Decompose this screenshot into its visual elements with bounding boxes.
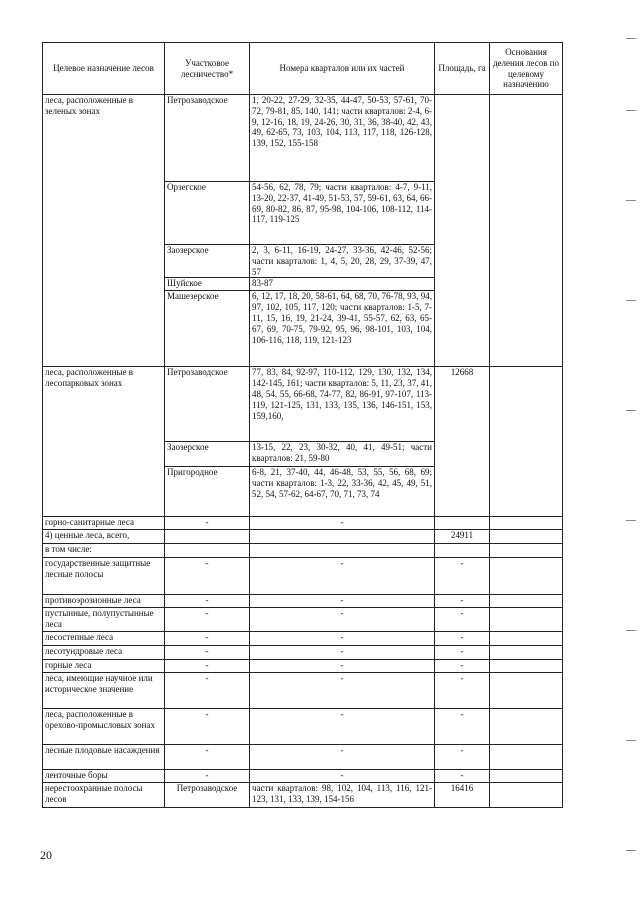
forestry-cell (165, 530, 250, 544)
quarters-cell: - (250, 517, 435, 530)
area-cell: - (435, 660, 490, 673)
row-label: горные леса (43, 660, 165, 673)
quarters-cell: - (250, 745, 435, 770)
quarters-cell: - (250, 709, 435, 745)
grounds-cell (490, 530, 563, 544)
forestry-cell: Петрозаводское (165, 367, 250, 442)
area-cell: - (435, 558, 490, 595)
quarters-cell: - (250, 646, 435, 660)
grounds-cell (490, 709, 563, 745)
forestry-cell: Машезерское (165, 291, 250, 367)
quarters-cell: 54-56, 62, 78, 79; части кварталов: 4-7, 9-11, 13-20, 22-37, 41-49, 51-53, 57, 59-61, 63, 64, 66-69, 80-82, 86, 87, 95-98, 104-106, 108-112, 114-117, 119-125 (250, 182, 435, 245)
forestry-cell: Петрозаводское (165, 95, 250, 182)
forest-park-label: леса, расположенные в лесопарковых зонах (43, 367, 165, 517)
table-row (43, 709, 563, 745)
forestry-cell: - (165, 632, 250, 646)
table-row (43, 646, 563, 660)
table-row (43, 783, 563, 808)
scan-edge-mark (626, 38, 636, 39)
row-label: леса, расположенные в орехово-промысловых зонах (43, 709, 165, 745)
table-row (43, 660, 563, 673)
forestry-cell: Шуйское (165, 278, 250, 291)
table-row (43, 608, 563, 632)
area-cell: - (435, 770, 490, 783)
grounds-cell (490, 770, 563, 783)
row-label: 4) ценные леса, всего, (43, 530, 165, 544)
table-row (43, 770, 563, 783)
quarters-cell: - (250, 632, 435, 646)
quarters-cell: - (250, 673, 435, 709)
scan-edge-mark (626, 300, 636, 301)
grounds-cell (490, 660, 563, 673)
valuable-area: 24911 (435, 530, 490, 544)
header-grounds: Основания деления лесов по целевому назначению (490, 43, 563, 95)
scan-edge-mark (626, 200, 636, 201)
quarters-cell: - (250, 608, 435, 632)
forestry-cell: - (165, 673, 250, 709)
quarters-cell: части кварталов: 98, 102, 104, 113, 116, 121-123, 131, 133, 139, 154-156 (250, 783, 435, 808)
area-cell: - (435, 673, 490, 709)
table-row (43, 558, 563, 595)
green-zone-label: леса, расположенные в зеленых зонах (43, 95, 165, 367)
scan-edge-mark (626, 850, 636, 851)
green-zone-grounds (490, 95, 563, 367)
grounds-cell (490, 608, 563, 632)
row-label: в том числе: (43, 544, 165, 558)
row-label: противоэрозионные леса (43, 595, 165, 608)
grounds-cell (490, 745, 563, 770)
quarters-cell: - (250, 595, 435, 608)
quarters-cell: 6, 12, 17, 18, 20, 58-61, 64, 68, 70, 76-78, 93, 94, 97, 102, 105, 117, 120; части кварталов: 1-5, 7-11, 15, 16, 19, 21-24, 39-41, 55-57, 62, 63, 65-67, 69, 70-75, 79-92, 95, 96, 98-101, 103, 104, 106-116, 118, 119, 121-123 (250, 291, 435, 367)
area-cell: - (435, 709, 490, 745)
table-row (43, 544, 563, 558)
table-row (43, 95, 563, 182)
area-cell: 16416 (435, 783, 490, 808)
quarters-cell: 2, 3, 6-11, 16-19, 24-27, 33-36, 42-46, 52-56; части кварталов: 1, 4, 5, 20, 28, 29, 37-39, 47, 57 (250, 245, 435, 278)
area-cell: - (435, 745, 490, 770)
quarters-cell: 6-8, 21, 37-40, 44, 46-48, 53, 55, 56, 68, 69; части кварталов: 1-3, 22, 33-36, 42, 45, 49, 51, 52, 54, 57-62, 64-67, 70, 71, 73, 74 (250, 467, 435, 517)
forestry-cell: - (165, 770, 250, 783)
table-row (43, 367, 563, 442)
scan-edge-mark (626, 410, 636, 411)
forestry-cell (165, 544, 250, 558)
forestry-cell: - (165, 595, 250, 608)
quarters-cell (250, 530, 435, 544)
forestry-cell: Заозерское (165, 245, 250, 278)
quarters-cell: 77, 83, 84, 92-97, 110-112, 129, 130, 132, 134, 142-145, 161; части кварталов: 5, 11, 23, 37, 41, 48, 54, 55, 66-68, 74-77, 82, 86-91, 97-107, 113-119, 121-125, 131, 133, 135, 136, 146-151, 153, 159,160, (250, 367, 435, 442)
area-cell (435, 517, 490, 530)
quarters-cell: - (250, 558, 435, 595)
quarters-cell: - (250, 770, 435, 783)
quarters-cell: 13-15, 22, 23, 30-32, 40, 41, 49-51; части кварталов: 21, 59-80 (250, 442, 435, 467)
forest-park-area: 12668 (435, 367, 490, 517)
row-label: государственные защитные лесные полосы (43, 558, 165, 595)
forestry-cell: Орзегское (165, 182, 250, 245)
grounds-cell (490, 783, 563, 808)
area-cell: - (435, 595, 490, 608)
scan-edge-mark (626, 110, 636, 111)
forestry-cell: - (165, 517, 250, 530)
grounds-cell (490, 632, 563, 646)
forestry-cell: Петрозаводское (165, 783, 250, 808)
grounds-cell (490, 558, 563, 595)
grounds-cell (490, 673, 563, 709)
scan-edge-mark (626, 740, 636, 741)
table-row (43, 517, 563, 530)
forestry-cell: - (165, 660, 250, 673)
table-row (43, 673, 563, 709)
area-cell: - (435, 646, 490, 660)
table-row (43, 530, 563, 544)
table-header-row (43, 43, 563, 95)
grounds-cell (490, 595, 563, 608)
area-cell: - (435, 608, 490, 632)
quarters-cell: 1, 20-22, 27-29, 32-35, 44-47, 50-53, 57-61, 70-72, 79-81, 85, 140, 141; части кварталов: 2-4, 6-9, 12-16, 18, 19, 24-26, 30, 31, 36, 38-40, 42, 43, 49, 62-65, 73, 103, 104, 113, 117, 118, 126-128, 139, 152, 155-158 (250, 95, 435, 182)
header-purpose: Целевое назначение лесов (43, 43, 165, 95)
row-label: лесотундровые леса (43, 646, 165, 660)
scan-edge-mark (626, 520, 636, 521)
grounds-cell (490, 646, 563, 660)
row-label: пустынные, полупустынные леса (43, 608, 165, 632)
forestry-cell: - (165, 709, 250, 745)
page-number: 20 (40, 848, 52, 862)
row-label: лесные плодовые насаждения (43, 745, 165, 770)
quarters-cell: - (250, 660, 435, 673)
grounds-cell (490, 544, 563, 558)
header-area: Площадь, га (435, 43, 490, 95)
forestry-cell: - (165, 558, 250, 595)
forest-purpose-table (42, 42, 563, 808)
grounds-cell (490, 517, 563, 530)
forestry-cell: Заозерское (165, 442, 250, 467)
forest-park-grounds (490, 367, 563, 517)
header-quarters: Номера кварталов или их частей (250, 43, 435, 95)
forestry-cell: Пригородное (165, 467, 250, 517)
table-row (43, 595, 563, 608)
row-label: лесостепные леса (43, 632, 165, 646)
area-cell (435, 544, 490, 558)
row-label: ленточные боры (43, 770, 165, 783)
scan-edge-mark (626, 630, 636, 631)
forestry-cell: - (165, 745, 250, 770)
quarters-cell (250, 544, 435, 558)
area-cell: - (435, 632, 490, 646)
forestry-cell: - (165, 608, 250, 632)
green-zone-area (435, 95, 490, 367)
table-row (43, 745, 563, 770)
quarters-cell: 83-87 (250, 278, 435, 291)
table-row (43, 632, 563, 646)
row-label: нерестоохранные полосы лесов (43, 783, 165, 808)
row-label: горно-санитарные леса (43, 517, 165, 530)
forestry-cell: - (165, 646, 250, 660)
header-forestry: Участковое лесничество* (165, 43, 250, 95)
row-label: леса, имеющие научное или историческое значение (43, 673, 165, 709)
